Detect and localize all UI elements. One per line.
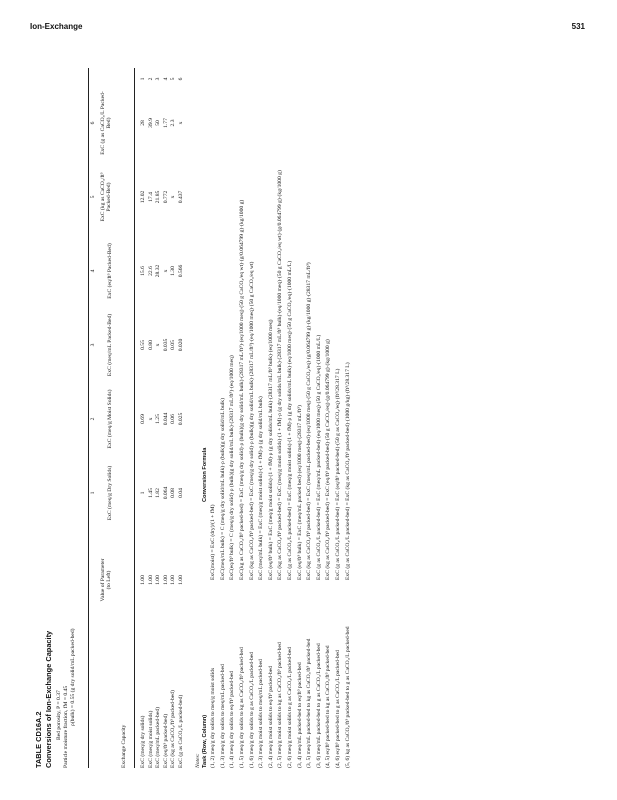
cell: 0.566 [177, 264, 184, 278]
col-header: ExC (meq/g Moist Solids) [107, 389, 113, 449]
note-row [316, 68, 323, 768]
header-rule [134, 68, 135, 768]
table-row [178, 54, 186, 774]
note-task: (3, 6) meq/mL packed-bed to g as CaCO₃/L packed-bed [315, 643, 322, 768]
task-header: Task (Row, Column) [202, 714, 209, 768]
first-col-header: Exchange Capacity [121, 724, 127, 768]
note-row [239, 68, 246, 768]
note-row [249, 68, 256, 768]
cell: x [155, 343, 162, 347]
note-formula: ExC (g as CaCO₃/L packed-bed) = ExC (kg as CaCO₃/ft³ packed-bed)·(1000 g/kg)·(ft³/28.317 L) [344, 362, 351, 580]
table-row [170, 54, 178, 774]
row-label: ExC (eq/ft³ packed-bed) [162, 713, 169, 768]
row-label: ExC (meq/g moist solids) [147, 710, 154, 768]
table-row [163, 54, 171, 774]
cell: 50 [155, 120, 162, 126]
col-header: ExC (meq/g Dry Solids) [107, 465, 113, 521]
note-row [325, 68, 332, 768]
notes-label: Notes: [195, 753, 201, 768]
col-number: 2 [90, 417, 96, 421]
running-header: Ion-Exchange [30, 22, 83, 31]
cell: 0.020 [177, 338, 184, 352]
note-row [210, 68, 217, 768]
col-header: ExC (g as CaCO₃/L Packed-Bed) [100, 91, 113, 155]
note-task: (1, 5) meq/g dry solids to kg as CaCO₃/ft³ packed-bed [238, 647, 245, 768]
note-formula: ExC (meq/mL bulk) = ExC (meq/g moist solids)·(1 + fM)·ρ (g dry solid/mL bulk) [258, 396, 265, 580]
row-value: 1.00 [162, 575, 169, 585]
row-value: 1.00 [147, 575, 154, 585]
row-index: 2 [147, 77, 154, 81]
row-value: 1.00 [177, 575, 184, 585]
row-value: 1.00 [155, 575, 162, 585]
cell: 17.4 [147, 192, 154, 202]
row-label: ExC (meq/mL packed-bed) [155, 707, 162, 768]
cell: 1.30 [170, 266, 177, 276]
note-formula: ExC (eq/ft³ bulk) = ExC (meq/g moist solids)·(1 + fM)·ρ (g dry solids/mL bulk)·(28317 mL/ft³ bulk)·(eq/1000 meq) [267, 319, 274, 580]
cell: 0.05 [170, 340, 177, 350]
note-task: (4, 6) eq/ft³ packed-bed to g as CaCO₃/L packed-bed [334, 650, 341, 768]
col-header: ExC (eq/ft³ Packed-Bed) [107, 243, 113, 299]
data-rows [140, 54, 186, 774]
note-row [268, 68, 275, 768]
row-value: 1.00 [170, 575, 177, 585]
row-label: ExC (meq/g dry solids) [140, 715, 146, 768]
col-number: 6 [90, 121, 96, 125]
row-value: 1.00 [140, 575, 146, 585]
column-headers [100, 54, 132, 774]
col-number: 5 [90, 195, 96, 199]
note-task: (2, 6) meq/g moist solids to g as CaCO₃/L packed-bed [286, 646, 293, 768]
note-formula: ExC(kg as CaCO₃/ft³ packed-bed) = ExC (meq/g dry solid)·ρ (bulk)(g dry solid/mL bulk)·(28317 mL/ft³)·(eq/1000 meq)·(50 g CaCO₃/eq wt)·(g/0.064799 g)·(kg/1000 g) [238, 199, 245, 580]
note-task: (5, 6) kg as CaCO₃/ft³ packed-bed to g as CaCO₃/L packed-bed [344, 626, 351, 768]
note-formula: ExC (g as CaCO₃/L packed-bed) = ExC (meq/g moist solids)·(1 + fM)·ρ (g dry solids/mL bulk)·(eq/1000 meq)·(50 g CaCO₃/eq)·(1000 mL/L) [286, 260, 293, 580]
cell: 0.035 [162, 338, 169, 352]
cell: x [147, 417, 154, 421]
cell: 1.82 [155, 488, 162, 498]
note-task: (3, 5) meq/mL packed-bed to kg as CaCO₃/ft³ packed-bed [306, 638, 313, 768]
formula-header: Conversion Formula [202, 447, 209, 502]
cell: x [177, 121, 184, 125]
row-index: 5 [170, 77, 177, 81]
row-index: 6 [177, 77, 184, 81]
row-label: ExC (kg as CaCO₃/ft³ packed-bed) [170, 690, 177, 768]
col-number: 1 [90, 491, 96, 495]
cell: 1.45 [147, 488, 154, 498]
col-number: 3 [90, 343, 96, 347]
note-task: (1, 4) meq/g dry solids to eq/ft³ packed-bed [229, 670, 236, 768]
cell: 22.6 [147, 266, 154, 276]
note-row [306, 68, 313, 768]
cell: 0.772 [162, 190, 169, 204]
cell: x [170, 195, 177, 199]
cell: 2.3 [170, 119, 177, 127]
cell: 0.80 [147, 340, 154, 350]
note-row [345, 68, 352, 768]
notes-header [202, 68, 210, 768]
cell: x [162, 269, 169, 273]
cell: 0.064 [162, 486, 169, 500]
rotated-table [20, 54, 580, 774]
row-index: 3 [155, 77, 162, 81]
page-number: 531 [571, 22, 585, 31]
note-row [297, 68, 304, 768]
parameter-list [56, 628, 78, 768]
note-task: (2, 5) meq/g moist solids to kg as CaCO₃/ft³ packed-bed [277, 642, 284, 768]
note-formula: ExC (kg as CaCO₃/ft³ packed-bed) = ExC (meq/g moist solids)·(1 + fM)·ρ (g dry solids/mL bulk)·(28317 mL/ft³ bulk)·(eq/1000 meq)·(50 g CaCO₃/eq wt)·(g/0.064799 g)·(kg/1000 g) [277, 170, 284, 580]
note-task: (4, 5) eq/ft³ packed-bed to kg as CaCO₃/ft³ packed-bed [325, 645, 332, 768]
param-porosity: Bed porosity, P = 0.37 [56, 690, 62, 740]
table-title-block [34, 631, 53, 768]
notes-section [195, 68, 354, 768]
cell: 1 [140, 491, 146, 495]
table-label: TABLE CD16A.2 [34, 711, 43, 768]
cell: 1.25 [155, 414, 162, 424]
cell: 0.025 [177, 412, 184, 426]
table-title: Conversions of Ion-Exchange Capacity [43, 630, 53, 768]
cell: 0.044 [162, 412, 169, 426]
note-formula: ExC (eq/ft³ bulk) = ExC (meq/mL packed bed)·(eq/1000 meq)·(28317 mL/ft³) [296, 405, 303, 580]
note-formula: ExC(eq/ft³ bulk) = C (meq/g dry solid)·ρ (bulk)(g dry solid/mL bulk)·(28317 mL/ft³)·(eq/1000 meq) [229, 355, 236, 580]
note-task: (1, 2) meq/g dry solids to meq/g moist solids [210, 667, 217, 768]
note-task: (2, 4) meq/g moist solids to eq/ft³ packed-bed [267, 665, 274, 768]
table-row [155, 54, 163, 774]
value-header: Value of Parameter (to Left) [100, 558, 113, 602]
cell: 28.32 [155, 264, 162, 278]
note-row [287, 68, 294, 768]
col-header: ExC (kg as CaCO₃/ft³ Packed-Bed) [100, 172, 113, 222]
note-row [335, 68, 342, 768]
note-row [229, 68, 236, 768]
cell: 39.9 [147, 118, 154, 128]
cell: 0.08 [170, 488, 177, 498]
cell: 0.04 [177, 488, 184, 498]
note-formula: ExC (kg as CaCO₃/ft³ packed-bed) = ExC (meq/mL packed-bed)·(eq/1000 meq)·(50 g CaCO₃/eq)·(g/0.064799 g)·(kg/1000 g)·(28317 mL/ft³) [306, 262, 313, 580]
cell: 0.69 [140, 414, 146, 424]
note-task: (2, 3) meq/g moist solids to meq/mL packed-bed [258, 659, 265, 768]
cell: 0.55 [140, 340, 146, 350]
param-moisture: Particle moisture fraction, fM = 0.45 [63, 685, 70, 768]
table-row [148, 54, 156, 774]
row-label: ExC (g as CaCO₃/L packed-bed) [177, 694, 184, 768]
note-formula: ExC (kg as CaCO₃/ft³ packed-bed) = ExC (meq/g dry solid)·ρ (bulk)(g dry solid/mL bulk)·(28317 mL/ft³)·(eq/1000 meq)·(50 g CaCO₃/eq wt) [248, 261, 255, 580]
param-bulk-density: ρ(bulk) = 0.55 (g dry solid/mL packed-bed) [70, 628, 77, 726]
note-task: (1, 3) meq/g dry solids to meq/mL packed-bed [219, 664, 226, 768]
note-task: (3, 4) meq/mL packed-bed to eq/ft³ packed-bed [296, 662, 303, 768]
note-formula: ExC (kg as CaCO₃/ft³ packed-bed) = ExC (eq/ft³ packed-bed)·(50 g CaCO₃/eq)·(g/0.064799 g)·(kg/1000 g) [325, 339, 332, 580]
top-rule [88, 68, 89, 768]
note-task: (1, 6) meq/g dry solids to g as CaCO₃/L packed-bed [248, 651, 255, 768]
row-index: 1 [140, 77, 146, 81]
note-formula: ExC (g as CaCO₃/L packed-bed) = ExC (eq/ft³ packed-bed)·(50 g as CaCO₃/eq)·(ft³/28.317 L) [334, 368, 341, 580]
table-row [140, 54, 148, 774]
cell: 28 [140, 120, 146, 126]
note-formula: ExC (g as CaCO₃/L packed-bed) = ExC (meq/mL packed-bed)·(eq/1000 meq)·(50 g CaCO₃/eq)·(1000 mL/L) [315, 334, 322, 580]
cell: 12.02 [140, 190, 146, 204]
cell: 0.06 [170, 414, 177, 424]
col-number: 4 [90, 269, 96, 273]
note-formula: ExC(meq/mL bulk) = C (meq/g dry solid/mL bulk)·ρ (bulk)(g dry solid/mL bulk) [219, 398, 226, 580]
cell: 21.85 [155, 190, 162, 204]
cell: 0.437 [177, 190, 184, 204]
note-row [220, 68, 227, 768]
column-numbers [90, 54, 99, 774]
row-index: 4 [162, 77, 169, 81]
col-header: ExC (meq/mL Packed-Bed) [107, 313, 113, 377]
note-formula: ExC(moist) = ExC (dry)/(1 + fM) [210, 504, 217, 580]
note-row [258, 68, 265, 768]
cell: 15.6 [140, 266, 146, 276]
cell: 1.77 [162, 118, 169, 128]
note-row [277, 68, 284, 768]
